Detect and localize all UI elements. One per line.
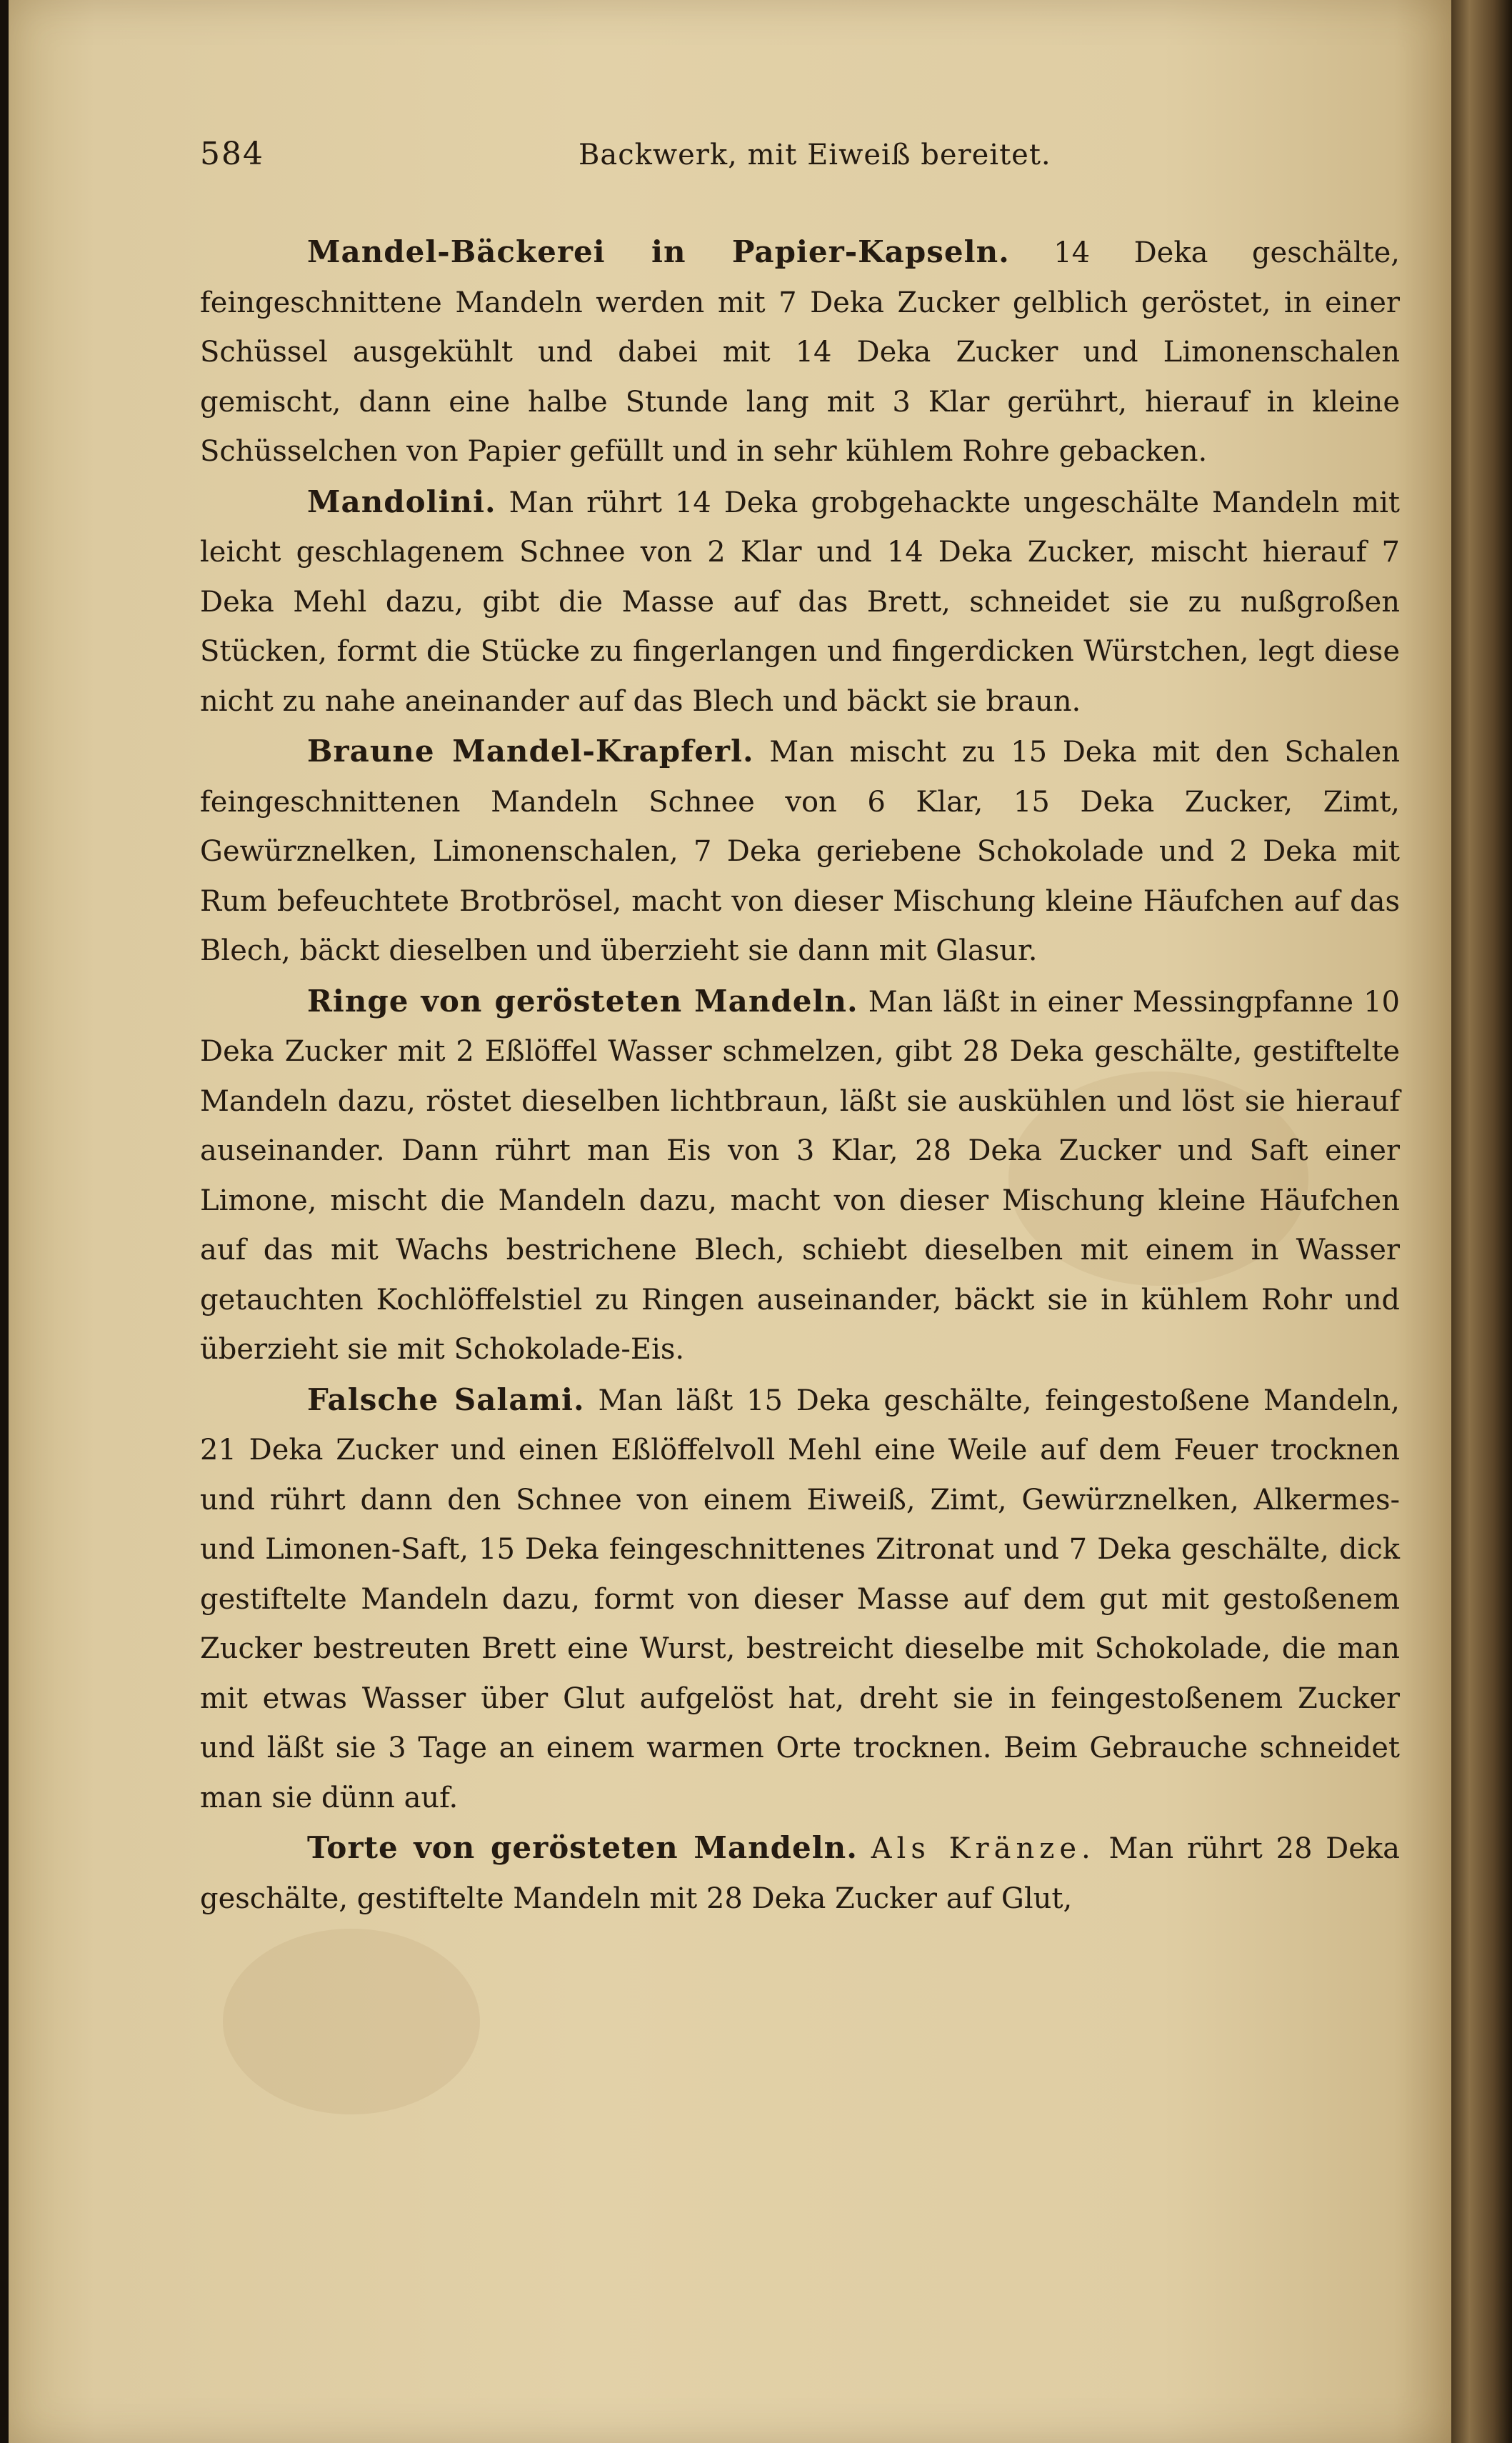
recipe-title: Torte von gerösteten Mandeln. [307,1830,858,1865]
recipe-subtitle: Als Kränze. [871,1832,1096,1865]
book-gutter-edge [1451,0,1512,2443]
recipe-body: Man rührt 28 Deka geschälte, gestiftelte Mandeln mit 28 Deka Zucker auf Glut, [200,1832,1401,1915]
page-number: 584 [200,136,264,172]
recipe-paragraph [200,976,1400,1375]
recipe-text [200,227,1400,1924]
recipe-body: Man mischt zu 15 Deka mit den Schalen feingeschnittenen Mandeln Schnee von 6 Klar, 15 Deka Zucker, Zimt, Gewürznelken, Limonenschalen, 7 Deka geriebene Schokolade und 2 Deka mit Rum befeuchtete Brotbrösel, macht von dieser Mischung kleine Häufchen auf das Blech, bäckt dieselben und überzieht sie dann mit Glasur. [200,736,1400,967]
recipe-paragraph [200,1375,1400,1824]
book-page [9,0,1451,2443]
recipe-paragraph [200,726,1400,976]
recipe-body: 14 Deka geschälte, feingeschnittene Mandeln werden mit 7 Deka Zucker gelblich geröstet, in einer Schüssel ausgekühlt und dabei mit 14 Deka Zucker und Limonenschalen gemischt, dann eine halbe Stunde lang mit 3 Klar gerührt, hierauf in kleine Schüsselchen von Papier gefüllt und in sehr kühlem Rohre gebacken. [200,236,1400,468]
paper-stain [223,1929,480,2114]
page-header [200,136,1400,193]
recipe-title: Falsche Salami. [307,1382,585,1417]
recipe-title: Ringe von gerösteten Mandeln. [307,983,858,1019]
running-head: Backwerk, mit Eiweiß bereitet. [579,139,1051,171]
recipe-body: Man läßt 15 Deka geschälte, feingestoßene Mandeln, 21 Deka Zucker und einen Eßlöffelvoll Mehl eine Weile auf dem Feuer trocknen und rührt dann den Schnee von einem Eiweiß, Zimt, Gewürznelken, Alkermes- und Limonen-Saft, 15 Deka feingeschnittenes Zitronat und 7 Deka geschälte, dick gestiftelte Mandeln dazu, formt von dieser Masse auf dem gut mit gestoßenem Zucker bestreuten Brett eine Wurst, bestreicht dieselbe mit Schokolade, die man mit etwas Wasser über Glut aufgelöst hat, dreht sie in feingestoßenem Zucker und läßt sie 3 Tage an einem warmen Orte trocknen. Beim Gebrauche schneidet man sie dünn auf. [200,1384,1401,1814]
recipe-paragraph [200,227,1400,477]
recipe-title: Mandolini. [307,484,496,519]
recipe-title: Mandel-Bäckerei in Papier-Kapseln. [307,234,1010,269]
recipe-paragraph [200,477,1400,727]
recipe-body: Man rührt 14 Deka grobgehackte ungeschälte Mandeln mit leicht geschlagenem Schnee von 2 Klar und 14 Deka Zucker, mischt hierauf 7 Deka Mehl dazu, gibt die Masse auf das Brett, schneidet sie zu nußgroßen Stücken, formt die Stücke zu fingerlangen und fingerdicken Würstchen, legt diese nicht zu nahe aneinander auf das Blech und bäckt sie braun. [200,486,1400,718]
recipe-paragraph [200,1823,1400,1924]
recipe-body: Man läßt in einer Messingpfanne 10 Deka Zucker mit 2 Eßlöffel Wasser schmelzen, gibt 28 Deka geschälte, gestiftelte Mandeln dazu, röstet dieselben lichtbraun, läßt sie auskühlen und löst sie hierauf auseinander. Dann rührt man Eis von 3 Klar, 28 Deka Zucker und Saft einer Limone, mischt die Mandeln dazu, macht von dieser Mischung kleine Häufchen auf das mit Wachs bestrichene Blech, schiebt dieselben mit einem in Wasser getauchten Kochlöffelstiel zu Ringen auseinander, bäckt sie in kühlem Rohr und überzieht sie mit Schokolade-Eis. [200,985,1401,1366]
recipe-title: Braune Mandel-Krapferl. [307,734,754,769]
